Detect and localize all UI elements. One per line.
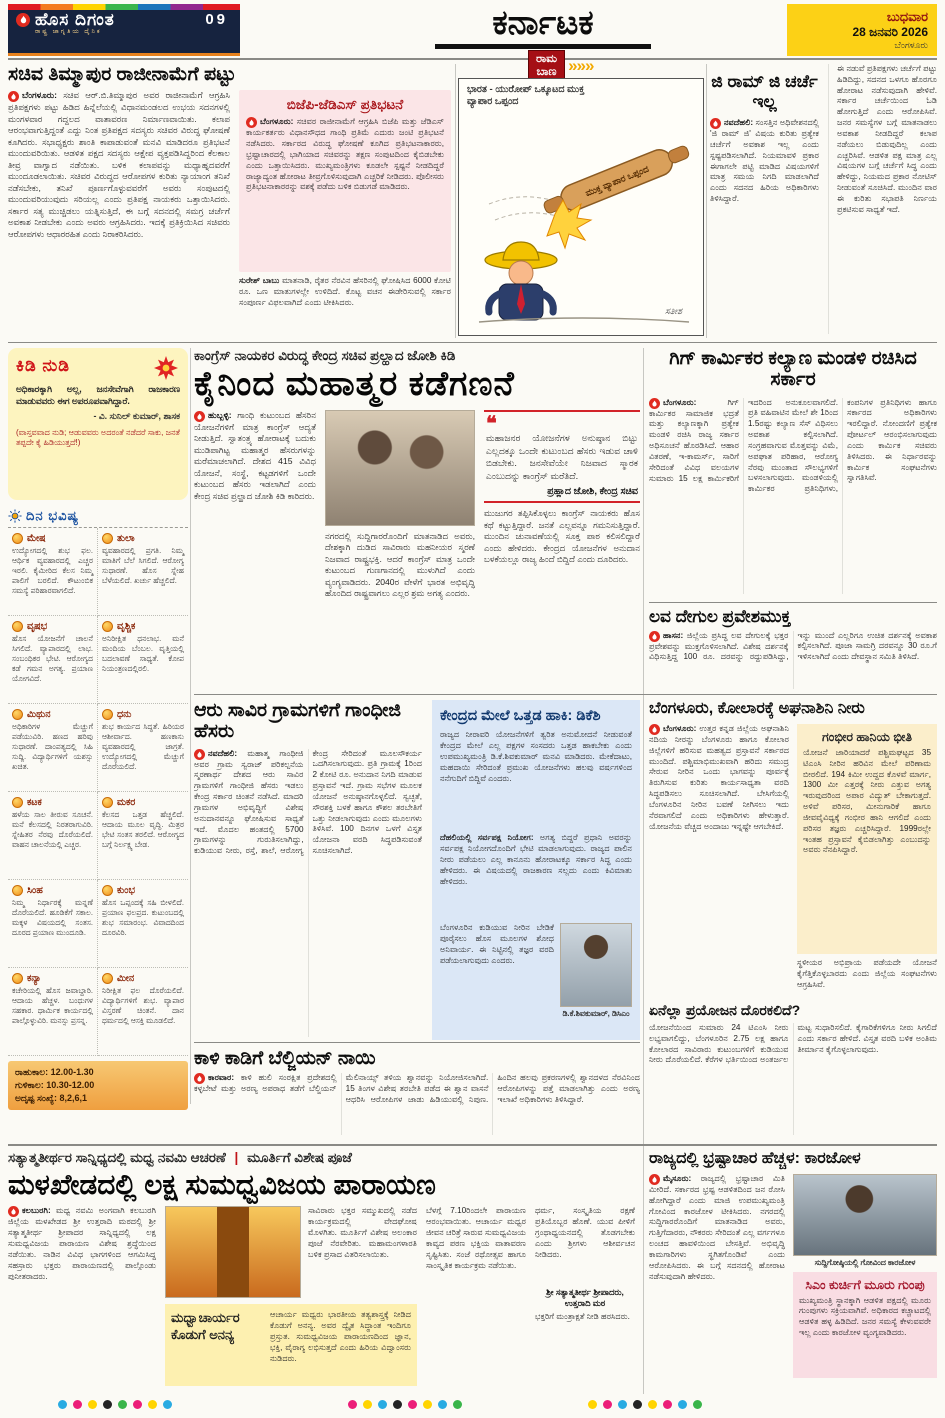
karjola-photo-caption: ಸುದ್ದಿಗೋಷ್ಠಿಯಲ್ಲಿ ಗೋವಿಂದ ಕಾರಜೋಳ [814, 1257, 916, 1267]
zodiac-text: ಕಚೇರಿಯಲ್ಲಿ ಹೊಸ ಜವಾಬ್ದಾರಿ. ಆದಾಯ ಹೆಚ್ಚಳ. ಬಂಧುಗಳ ಸಹಕಾರ. ಧಾರ್ಮಿಕ ಕಾರ್ಯದಲ್ಲಿ ಪಾಲ್ಗೊಳ್ಳುವಿರಿ. ಮನಸ್ಸು ಪ್ರಸನ್ನ. [12, 986, 93, 1026]
cm-kurchi-title: ಸಿಎಂ ಕುರ್ಚಿಗೆ ಮೂರು ಗುಂಪು [805, 1277, 925, 1292]
malakheda-dateline: ಕಲಬುರಗಿ: [22, 1206, 51, 1216]
newspaper-logo: ಹೊಸ ದಿಗಂತ [35, 10, 115, 29]
svg-text:ಮುಕ್ತ ವ್ಯಾಪಾರ ಒಪ್ಪಂದ: ಮುಕ್ತ ವ್ಯಾಪಾರ ಒಪ್ಪಂದ [583, 163, 651, 198]
gramji-body1 [710, 118, 819, 314]
joshi-quote-attribution: ಪ್ರಹ್ಲಾದ ಜೋಶಿ, ಕೇಂದ್ರ ಸಚಿವ [547, 486, 638, 498]
zodiac-name: ಮಿಥುನ [27, 709, 51, 720]
malakheda-col4 [535, 1206, 635, 1386]
vertical-rule [190, 348, 191, 1104]
joshi-kicker: ಕಾಂಗ್ರೆಸ್ ನಾಯಕರ ವಿರುದ್ಧ ಕೇಂದ್ರ ಸಚಿವ ಪ್ರಲ್ಹಾದ ಜೋಶಿ ಕಿಡಿ [194, 348, 456, 363]
logo-flame-icon [16, 13, 30, 27]
temple-photo [165, 1206, 301, 1298]
joshi-quote-box [484, 410, 640, 504]
dks-photo-caption: ಡಿ.ಕೆ.ಶಿವಕುಮಾರ್, ಡಿಸಿಎಂ [562, 1009, 630, 1019]
flame-icon [194, 749, 205, 760]
malakheda-headline: ಮಳಖೇಡದಲ್ಲಿ ಲಕ್ಷ ಸುಮಧ್ವವಿಜಯ ಪಾರಾಯಣ [8, 1169, 436, 1200]
joshi-photo [325, 410, 475, 526]
karjola-dateline: ಮೈಸೂರು: [663, 1173, 692, 1183]
malakheda-kicker [8, 1150, 638, 1166]
aghanashini-col2-tail: ಸ್ಥಳೀಯರ ಅಭಿಪ್ರಾಯ ಪಡೆಯದೇ ಯೋಜನೆ ಕೈಗೆತ್ತಿಕೊಳ್ಳಬಾರದು ಎಂದು ಜಿಲ್ಲೆಯ ಸಂಘಟನೆಗಳು ಆಗ್ರಹಿಸಿವೆ. [797, 957, 937, 989]
zodiac-name: ಮೇಷ [27, 533, 46, 544]
registration-dots-center [348, 1400, 462, 1409]
article-gramji [710, 64, 937, 338]
protest-attribution: ಸುರೇಶ್ ಬಾಬು [239, 276, 280, 286]
gramji-col1-text: ಸಂಸತ್ತಿನ ಅಧಿವೇಶನದಲ್ಲಿ 'ಜಿ ರಾಮ್ ಜಿ' ವಿಷಯ ಕುರಿತು ಪ್ರತ್ಯೇಕ ಚರ್ಚೆಗೆ ಅವಕಾಶ ಇಲ್ಲ ಎಂದು ಸ್ಪಷ್ಟಪಡಿಸಲಾಗಿದೆ. ನಿಯಮಾವಳಿ ಪ್ರಕಾರ ಈಗಾಗಲೇ ಪಟ್ಟಿ ಮಾಡಿದ ವಿಷಯಗಳಿಗೆ ಮಾತ್ರ ಸಮಯ ನಿಗದಿ ಮಾಡಲಾಗಿದೆ ಎಂದು ಸದನದ ಹಿರಿಯ ಅಧಿಕಾರಿಗಳು ತಿಳಿಸಿದ್ದಾರೆ. [710, 118, 819, 204]
zodiac-icon [12, 885, 23, 896]
prayojana-subhead: ಏನೆಲ್ಲಾ ಪ್ರಯೋಜನ ದೊರಕಲಿದೆ? [649, 1001, 801, 1018]
gramji-col1 [710, 64, 819, 338]
joshi-col1-text: ಗಾಂಧಿ ಕುಟುಂಬದ ಹೆಸರಿನ ಯೋಜನೆಗಳಿಗೆ ಮಾತ್ರ ಕಾಂಗ್ರೆಸ್ ಆದ್ಯತೆ ನೀಡುತ್ತಿದೆ. ಸ್ವಾತಂತ್ರ್ಯ ಹೋರಾಟಕ್ಕೆ ಬದುಕು ಮುಡಿಪಾಗಿಟ್ಟ ಮಹಾತ್ಮರ ಹೆಸರುಗಳನ್ನು ಮರೆಮಾಚಲಾಗಿದೆ. ದೇಶದ 415 ವಿವಿಧ ಯೋಜನೆ, ಸಂಸ್ಥೆ, ಕಟ್ಟಡಗಳಿಗೆ ಒಂದೇ ಕುಟುಂಬದ ಹೆಸರು ಇಡಲಾಗಿದೆ ಎಂದು ಕೇಂದ್ರ ಸಚಿವ ಪ್ರಲ್ಹಾದ ಜೋಶಿ ಕಿಡಿ ಕಾರಿದರು. [194, 409, 316, 501]
rama-label-line1: ರಾಮ [536, 53, 558, 65]
gandhi-body-text: ಮಹಾತ್ಮ ಗಾಂಧೀಜಿ ಅವರ ಗ್ರಾಮ ಸ್ವರಾಜ್ ಪರಿಕಲ್ಪನೆಯ ಸ್ಮರಣಾರ್ಥ ದೇಶದ ಆರು ಸಾವಿರ ಗ್ರಾಮಗಳಿಗೆ ಗಾಂಧೀಜಿ ಹೆಸರು ಇಡಲು ಕೇಂದ್ರ ಸರ್ಕಾರ ಚಿಂತನೆ ನಡೆಸಿದೆ. ಮಾದರಿ ಗ್ರಾಮಗಳ ಅಭಿವೃದ್ಧಿಗೆ ವಿಶೇಷ ಅನುದಾನವನ್ನೂ ಘೋಷಿಸುವ ಸಾಧ್ಯತೆ ಇದೆ. ಮೊದಲ ಹಂತದಲ್ಲಿ 5700 ಗ್ರಾಮಗಳನ್ನು ಗುರುತಿಸಲಾಗಿದ್ದು, ಕುಡಿಯುವ ನೀರು, ರಸ್ತೆ, ಶಾಲೆ, ಆರೋಗ್ಯ ಕೇಂದ್ರ ಸೇರಿದಂತೆ ಮೂಲಸೌಕರ್ಯ ಒದಗಿಸಲಾಗುವುದು. ಪ್ರತಿ ಗ್ರಾಮಕ್ಕೆ 1ರಿಂದ 2 ಕೋಟಿ ರೂ. ಅನುದಾನ ನಿಗದಿ ಮಾಡುವ ಪ್ರಸ್ತಾವನೆ ಇದೆ. ಗ್ರಾಮ ಸಭೆಗಳ ಮೂಲಕ ಯೋಜನೆ ಅನುಷ್ಠಾನಗೊಳ್ಳಲಿದೆ. ಸ್ವಚ್ಛತೆ, ಸೌರಶಕ್ತಿ ಬಳಕೆ ಹಾಗೂ ಕೌಶಲ ತರಬೇತಿಗೆ ಒತ್ತು ನೀಡಲಾಗುವುದು ಎಂದು ಮೂಲಗಳು ತಿಳಿಸಿವೆ. 100 ದಿನಗಳ ಒಳಗೆ ವಿಸ್ತೃತ ಯೋಜನಾ ವರದಿ ಸಿದ್ಧಪಡಿಸುವಂತೆ ಸೂಚಿಸಲಾಗಿದೆ. [194, 748, 422, 856]
zodiac-text: ಅನಿರೀಕ್ಷಿತ ಧನಲಾಭ. ಮನೆ ಮಂದಿಯ ಬೆಂಬಲ. ವೃತ್ತಿಯಲ್ಲಿ ಬದಲಾವಣೆ ಸಾಧ್ಯತೆ. ಕೋಪ ನಿಯಂತ್ರಣದಲ್ಲಿರಲಿ. [102, 634, 184, 674]
flame-icon [710, 118, 721, 129]
karjola-col1-text: ರಾಜ್ಯದಲ್ಲಿ ಭ್ರಷ್ಟಾಚಾರ ಮಿತಿ ಮೀರಿದೆ. ಸರ್ಕಾರದ ಭ್ರಷ್ಟ ಆಡಳಿತದಿಂದ ಜನ ರೋಸಿ ಹೋಗಿದ್ದಾರೆ ಎಂದು ಮಾಜಿ ಉಪಮುಖ್ಯಮಂತ್ರಿ ಗೋವಿಂದ ಕಾರಜೋಳ ಟೀಕಿಸಿದರು. ನಗರದಲ್ಲಿ ಸುದ್ದಿಗಾರರೊಂದಿಗೆ ಮಾತನಾಡಿದ ಅವರು, ಗುತ್ತಿಗೆದಾರರು, ನೌಕರರು ಸೇರಿದಂತೆ ಎಲ್ಲ ವರ್ಗಗಳೂ ಲಂಚದ ಹಾವಳಿಯಿಂದ ಬೇಸತ್ತಿವೆ. ಅಭಿವೃದ್ಧಿ ಕಾಮಗಾರಿಗಳು ಸ್ಥಗಿತಗೊಂಡಿವೆ ಎಂದು ಆರೋಪಿಸಿದರು. ಈ ಬಗ್ಗೆ ಸದನದಲ್ಲಿ ಹೋರಾಟ ನಡೆಸುವುದಾಗಿ ಹೇಳಿದರು. [649, 1173, 785, 1281]
malakheda-center [165, 1206, 417, 1386]
flame-icon [649, 398, 660, 409]
zodiac-icon [102, 709, 113, 720]
karjola-col2 [793, 1174, 937, 1384]
star-burst-icon [154, 356, 178, 380]
protest-body [246, 117, 444, 265]
zodiac-name: ಧನು [117, 709, 132, 720]
flame-icon [194, 1073, 205, 1084]
timmapur-body [8, 90, 230, 332]
zodiac-name: ಕುಂಭ [117, 885, 135, 896]
protest-dateline: ಬೆಂಗಳೂರು: [260, 117, 294, 127]
gig-body [649, 398, 937, 594]
zodiac-cell [98, 792, 188, 880]
zodiac-cell [8, 704, 98, 792]
protest-tail [239, 276, 451, 332]
registration-dots-left [58, 1400, 172, 1409]
malakheda-col1 [8, 1206, 156, 1386]
zodiac-cell [8, 792, 98, 880]
zodiac-text: ವ್ಯವಹಾರದಲ್ಲಿ ಪ್ರಗತಿ. ನಿಮ್ಮ ಮಾತಿಗೆ ಬೆಲೆ ಸಿಗಲಿದೆ. ಆರೋಗ್ಯ ಸುಧಾರಣೆ. ಹೊಸ ಸ್ನೇಹ ಬೆಳೆಯಲಿದೆ. ಖರ್ಚು ಹೆಚ್ಚಲಿದೆ. [102, 546, 184, 586]
flame-icon [8, 91, 19, 102]
flame-icon [8, 1206, 19, 1217]
section-rule [194, 1042, 640, 1043]
joshi-col1 [194, 410, 316, 682]
dks-box [432, 700, 640, 1040]
madhvacharya-box-title: ಮಧ್ವಾಚಾರ್ಯರ ಕೊಡುಗೆ ಅನನ್ಯ [171, 1310, 240, 1342]
kidi-nudi-comment: (ವಾಸ್ತವವಾದ ನುಡಿ; ಆಡುವವರು ಅದರಂತೆ ನಡೆದರೆ ಸಾಕು, ಜನತೆ ತಪ್ಪದೇ ಕೈ ಹಿಡಿಯುತ್ತದೆ!) [16, 427, 180, 448]
kali-body-text: ಕಾಳಿ ಹುಲಿ ಸಂರಕ್ಷಿತ ಪ್ರದೇಶದಲ್ಲಿ ಕಳ್ಳಬೇಟೆ ಮತ್ತು ಅರಣ್ಯ ಅಪರಾಧ ತಡೆಗೆ ಬೆಲ್ಜಿಯನ್ ಮೆಲಿನಾಯ್ಸ್ ತಳಿಯ ಶ್ವಾನವನ್ನು ನಿಯೋಜಿಸಲಾಗಿದೆ. 15 ತಿಂಗಳ ವಿಶೇಷ ತರಬೇತಿ ಪಡೆದ ಈ ಶ್ವಾನ ವಾಸನೆ ಆಧರಿಸಿ ಆರೋಪಿಗಳ ಜಾಡು ಹಿಡಿಯುವಲ್ಲಿ ನಿಪುಣ. ಹಿಂದಿನ ಹಲವು ಪ್ರಕರಣಗಳಲ್ಲಿ ಶ್ವಾನದಳದ ನೆರವಿನಿಂದ ಆರೋಪಿಗಳನ್ನು ಪತ್ತೆ ಮಾಡಲಾಗಿತ್ತು ಎಂದು ಅರಣ್ಯ ಇಲಾಖೆ ಅಧಿಕಾರಿಗಳು ತಿಳಿಸಿದ್ದಾರೆ. [194, 1073, 640, 1104]
kali-headline: ಕಾಳಿ ಕಾಡಿಗೆ ಬೆಲ್ಜಿಯನ್ ನಾಯಿ [194, 1048, 376, 1069]
vertical-rule [706, 64, 707, 338]
kicker-separator: | [234, 1150, 239, 1165]
lava-body [649, 631, 937, 689]
joshi-col3 [484, 410, 640, 682]
vertical-rule [455, 64, 456, 338]
madhvacharya-box [165, 1304, 417, 1386]
gig-headline: ಗಿಗ್ ಕಾರ್ಮಿಕರ ಕಲ್ಯಾಣ ಮಂಡಳಿ ರಚಿಸಿದ ಸರ್ಕಾರ [669, 348, 917, 391]
gandhi-headline: ಆರು ಸಾವಿರ ಗ್ರಾಮಗಳಿಗೆ ಗಾಂಧೀಜಿ ಹೆಸರು [194, 700, 402, 743]
protest-box [239, 90, 451, 272]
horoscope-grid [8, 528, 188, 1056]
zodiac-text: ಅಧಿಕಾರಿಗಳ ಮೆಚ್ಚುಗೆ ಪಡೆಯುವಿರಿ. ಹಣದ ಹರಿವು ಸುಧಾರಣೆ. ದಾಂಪತ್ಯದಲ್ಲಿ ಸಿಹಿ ಸುದ್ದಿ. ವಿದ್ಯಾರ್ಥಿಗಳಿಗೆ ಯಶಸ್ಸು ಖಚಿತ. [12, 722, 93, 772]
joshi-quote-text: ಮಹಾಜನರ ಯೋಜನೆಗಳ ಅನುಷ್ಠಾನ ಬಿಟ್ಟು ಎಲ್ಲದಕ್ಕೂ ಒಂದೇ ಕುಟುಂಬದ ಹೆಸರು ಇಡುವ ಚಾಳಿ ಬಿಡಬೇಕು. ಜನಸೇವೆಯೇ ನಿಜವಾದ ಸ್ಮಾರಕ ಎಂಬುದನ್ನು ಕಾಂಗ್ರೆಸ್ ಮರೆತಿದೆ. [486, 432, 638, 482]
malakheda-col3: ಬೆಳಗ್ಗೆ 7.10ರಿಂದಲೇ ಪಾರಾಯಣ ಆರಂಭವಾಯಿತು. ಆಚಾರ್ಯ ಮಧ್ವರ ಜೀವನ ಚರಿತ್ರೆ ಸಾರುವ ಸುಮಧ್ವವಿಜಯ ಕಾವ್ಯದ ಪಠಣ ಭಕ್ತಿಯ ವಾತಾವರಣ ಸೃಷ್ಟಿಸಿತು. ಸಂಜೆ ರಥೋತ್ಸವ ಹಾಗೂ ಸಾಂಸ್ಕೃತಿಕ ಕಾರ್ಯಕ್ರಮ ನಡೆಯಿತು. [426, 1206, 526, 1270]
flame-icon [246, 117, 257, 128]
article-joshi [194, 348, 640, 692]
zodiac-cell [8, 616, 98, 704]
hani-bheeti-title: ಗಂಭೀರ ಹಾನಿಯ ಭೀತಿ [822, 729, 912, 744]
protest-body-text: ಸಚಿವರ ರಾಜೀನಾಮೆಗೆ ಆಗ್ರಹಿಸಿ ಬಿಜೆಪಿ ಮತ್ತು ಜೆಡಿಎಸ್ ಕಾರ್ಯಕರ್ತರು ವಿಧಾನಸೌಧದ ಗಾಂಧಿ ಪ್ರತಿಮೆ ಎದುರು ಜಂಟಿ ಪ್ರತಿಭಟನೆ ನಡೆಸಿದರು. ಸರ್ಕಾರದ ವಿರುದ್ಧ ಘೋಷಣೆ ಕೂಗಿದ ಪ್ರತಿಭಟನಾಕಾರರು, ಭ್ರಷ್ಟಾಚಾರದಲ್ಲಿ ಭಾಗಿಯಾದ ಸಚಿವರನ್ನು ತಕ್ಷಣ ಸಂಪುಟದಿಂದ ಕೈಬಿಡಬೇಕು ಎಂದು ಒತ್ತಾಯಿಸಿದರು. ಮುಖ್ಯಮಂತ್ರಿಗಳು ಕೂಡಲೇ ಸ್ಪಷ್ಟನೆ ನೀಡದಿದ್ದರೆ ರಾಜ್ಯಾದ್ಯಂತ ಹೋರಾಟ ತೀವ್ರಗೊಳಿಸುವುದಾಗಿ ಎಚ್ಚರಿಕೆ ನೀಡಿದರು. ಪೊಲೀಸರು ಪ್ರತಿಭಟನಾಕಾರರನ್ನು ವಶಕ್ಕೆ ಪಡೆದು ಬಳಿಕ ಬಿಡುಗಡೆ ಮಾಡಿದರು. [246, 117, 444, 192]
gramji-col2-text: ಈ ನಡುವೆ ಪ್ರತಿಪಕ್ಷಗಳು ಚರ್ಚೆಗೆ ಪಟ್ಟು ಹಿಡಿದಿದ್ದು, ಸದನದ ಒಳಗೂ ಹೊರಗೂ ಹೋರಾಟ ನಡೆಸುವುದಾಗಿ ಹೇಳಿವೆ. ಸರ್ಕಾರ ಚರ್ಚೆಯಿಂದ ಓಡಿ ಹೋಗುತ್ತಿದೆ ಎಂದು ಆರೋಪಿಸಿವೆ. ಜನರ ಸಮಸ್ಯೆಗಳ ಬಗ್ಗೆ ಮಾತನಾಡಲು ಅವಕಾಶ ನೀಡದಿದ್ದರೆ ಕಲಾಪ ನಡೆಯಲು ಬಿಡುವುದಿಲ್ಲ ಎಂದು ಎಚ್ಚರಿಸಿವೆ. ಆಡಳಿತ ಪಕ್ಷ ಮಾತ್ರ ಎಲ್ಲ ವಿಷಯಗಳ ಬಗ್ಗೆ ಚರ್ಚೆಗೆ ಸಿದ್ಧ ಎಂದು ಹೇಳಿದ್ದು, ನಿಯಮದ ಪ್ರಕಾರ ನೋಟಿಸ್ ನೀಡುವಂತೆ ಸೂಚಿಸಿದೆ. ಮುಂದಿನ ವಾರ ಈ ಕುರಿತು ಸಭಾಪತಿ ನಿರ್ಣಯ ಪ್ರಕಟಿಸುವ ಸಾಧ್ಯತೆ ಇದೆ. [837, 64, 937, 214]
seer-attribution: ಶ್ರೀ ಸತ್ಯಾತ್ಮತೀರ್ಥ ಶ್ರೀಪಾದರು, ಉತ್ತರಾದಿ ಮಠ [546, 1287, 624, 1309]
malakheda-side-text: ಸಾವಿರಾರು ಭಕ್ತರ ಸಮ್ಮುಖದಲ್ಲಿ ನಡೆದ ಕಾರ್ಯಕ್ರಮದಲ್ಲಿ ವೇದಘೋಷ ಮೊಳಗಿತು. ಮೂರ್ತಿಗೆ ವಿಶೇಷ ಅಲಂಕಾರ ಪೂಜೆ ನೆರವೇರಿತು. ಮಹಾಮಂಗಳಾರತಿ ಬಳಿಕ ಪ್ರಸಾದ ವಿತರಿಸಲಾಯಿತು. [308, 1206, 417, 1259]
gramji-dateline: ನವದೆಹಲಿ: [724, 118, 754, 128]
zodiac-icon [102, 797, 113, 808]
flame-icon [649, 724, 660, 735]
dks-heading: ಕೇಂದ್ರದ ಮೇಲೆ ಒತ್ತಡ ಹಾಕಿ: ಡಿಕೆಶಿ [440, 708, 601, 724]
zodiac-name: ಸಿಂಹ [27, 885, 43, 896]
hani-bheeti-box [797, 724, 937, 954]
gandhi-dateline: ನವದೆಹಲಿ: [208, 748, 238, 758]
zodiac-cell [98, 704, 188, 792]
kidi-nudi-author: - ವಿ. ಸುನಿಲ್ ಕುಮಾರ್, ಶಾಸಕ [93, 410, 180, 421]
editorial-cartoon [458, 78, 704, 336]
gandhi-left [194, 700, 422, 1040]
zodiac-cell [98, 880, 188, 968]
page-number: 09 [205, 11, 228, 28]
kali-body [194, 1073, 640, 1135]
cartoon-drawing [459, 108, 703, 330]
gramji-body2 [828, 64, 937, 334]
date-box [787, 4, 937, 56]
dks-photo [560, 923, 632, 1007]
gandhi-body [194, 749, 422, 1037]
zodiac-cell [8, 968, 98, 1056]
flame-icon [649, 1174, 660, 1185]
rama-bana-label [528, 50, 565, 81]
zodiac-icon [12, 621, 23, 632]
gig-body-text: ಗಿಗ್ ಕಾರ್ಮಿಕರ ಸಾಮಾಜಿಕ ಭದ್ರತೆ ಮತ್ತು ಕಲ್ಯಾಣಕ್ಕಾಗಿ ಪ್ರತ್ಯೇಕ ಮಂಡಳಿ ರಚಿಸಿ ರಾಜ್ಯ ಸರ್ಕಾರ ಅಧಿಸೂಚನೆ ಹೊರಡಿಸಿದೆ. ಆಹಾರ ವಿತರಣೆ, ಇ-ಕಾಮರ್ಸ್, ಸಾರಿಗೆ ಸೇರಿದಂತೆ ವಿವಿಧ ವಲಯಗಳ ಸುಮಾರು 15 ಲಕ್ಷ ಕಾರ್ಮಿಕರಿಗೆ ಇದರಿಂದ ಅನುಕೂಲವಾಗಲಿದೆ. ಪ್ರತಿ ವಹಿವಾಟಿನ ಮೇಲೆ ಶೇ 1ರಿಂದ 1.5ರಷ್ಟು ಕಲ್ಯಾಣ ಸೆಸ್ ವಿಧಿಸಲು ಅವಕಾಶ ಕಲ್ಪಿಸಲಾಗಿದೆ. ಸಂಗ್ರಹವಾಗುವ ಮೊತ್ತವನ್ನು ವಿಮೆ, ಅಪಘಾತ ಪರಿಹಾರ, ಆರೋಗ್ಯ ನೆರವು ಮುಂತಾದ ಸೌಲಭ್ಯಗಳಿಗೆ ಬಳಸಲಾಗುವುದು. ಮಂಡಳಿಯಲ್ಲಿ ಕಾರ್ಮಿಕರ ಪ್ರತಿನಿಧಿಗಳು, ಕಂಪನಿಗಳ ಪ್ರತಿನಿಧಿಗಳು ಹಾಗೂ ಸರ್ಕಾರದ ಅಧಿಕಾರಿಗಳು ಇರಲಿದ್ದಾರೆ. ನೋಂದಣಿಗೆ ಪ್ರತ್ಯೇಕ ಪೋರ್ಟಲ್ ಆರಂಭಿಸಲಾಗುವುದು ಎಂದು ಕಾರ್ಮಿಕ ಸಚಿವರು ತಿಳಿಸಿದರು. ಈ ನಿರ್ಧಾರವನ್ನು ಕಾರ್ಮಿಕ ಸಂಘಟನೆಗಳು ಸ್ವಾಗತಿಸಿವೆ. [649, 397, 937, 494]
joshi-dateline: ಹುಬ್ಬಳ್ಳಿ: [208, 409, 232, 420]
lucky-numbers: ಅದೃಷ್ಟ ಸಂಖ್ಯೆ: 8,2,6,1 [15, 1093, 88, 1104]
zodiac-name: ಮೀನ [117, 973, 135, 984]
kidi-nudi-title: ಕಿಡಿ ನುಡಿ [16, 356, 70, 375]
article-kali [194, 1048, 640, 1140]
kicker-part2: ಮೂರ್ತಿಗೆ ವಿಶೇಷ ಪೂಜೆ [247, 1150, 352, 1165]
zodiac-name: ಮಕರ [117, 797, 136, 808]
article-karjola [649, 1150, 937, 1394]
protest-tail-text: ಮಾತನಾಡಿ, ರೈತರ ನೆರವಿನ ಹೆಸರಿನಲ್ಲಿ ಘೋಷಿಸಿದ 6000 ಕೋಟಿ ರೂ. ಒಣ ಮಾತುಗಳಲ್ಲೇ ಉಳಿದಿದೆ. ಕೊಟ್ಟ ವಚನ ಈಡೇರಿಸುವಲ್ಲಿ ಸರ್ಕಾರ ಸಂಪೂರ್ಣ ವಿಫಲವಾಗಿದೆ ಎಂದು ಟೀಕಿಸಿದರು. [239, 276, 451, 307]
timmapur-body-text: ಸಚಿವ ಆರ್.ಬಿ.ತಿಮ್ಮಾಪುರ ಅವರ ರಾಜೀನಾಮೆಗೆ ಆಗ್ರಹಿಸಿ ಪ್ರತಿಪಕ್ಷಗಳು ಪಟ್ಟು ಹಿಡಿದ ಹಿನ್ನೆಲೆಯಲ್ಲಿ ವಿಧಾನಮಂಡಲದ ಉಭಯ ಸದನಗಳಲ್ಲಿ ಮಂಗಳವಾರ ಗದ್ದಲದ ವಾತಾವರಣ ನಿರ್ಮಾಣವಾಯಿತು. ಕಲಾಪ ಆರಂಭವಾಗುತ್ತಿದ್ದಂತೆ ಎದ್ದು ನಿಂತ ಪ್ರತಿಪಕ್ಷದ ಸದಸ್ಯರು ಸಚಿವರ ವಿರುದ್ಧ ಘೋಷಣೆ ಕೂಗಿದರು. ಸಭಾಧ್ಯಕ್ಷರು ಶಾಂತಿ ಕಾಪಾಡುವಂತೆ ಮನವಿ ಮಾಡಿದರೂ ಪ್ರತಿಭಟನೆ ಮುಂದುವರಿಯಿತು. ಆಡಳಿತ ಪಕ್ಷದ ಸದಸ್ಯರು ಆಕ್ಷೇಪ ವ್ಯಕ್ತಪಡಿಸಿದ್ದರಿಂದ ಕೆಲಕಾಲ ತೀವ್ರ ವಾಗ್ವಾದ ನಡೆಯಿತು. ಬಳಿಕ ಕಲಾಪವನ್ನು ಮಧ್ಯಾಹ್ನದವರೆಗೆ ಮುಂದೂಡಲಾಯಿತು. ಸಚಿವರ ವಿರುದ್ಧದ ಆರೋಪಗಳ ಕುರಿತು ನ್ಯಾಯಾಂಗ ತನಿಖೆ ನಡೆಸಬೇಕು, ತನಿಖೆ ಪೂರ್ಣಗೊಳ್ಳುವವರೆಗೆ ಅವರು ಸಂಪುಟದಲ್ಲಿ ಮುಂದುವರಿಯುವುದು ಸರಿಯಲ್ಲ ಎಂದು ಪ್ರತಿಪಕ್ಷ ನಾಯಕರು ಒತ್ತಾಯಿಸಿದರು. ಸರ್ಕಾರ ಸತ್ಯ ಮುಚ್ಚಿಡಲು ಯತ್ನಿಸುತ್ತಿದೆ, ಈ ಬಗ್ಗೆ ಸದನದಲ್ಲಿ ಸಮಗ್ರ ಚರ್ಚೆಗೆ ಅವಕಾಶ ನೀಡಬೇಕು ಎಂದು ಅವರು ಆಗ್ರಹಿಸಿದರು. ಇದಕ್ಕೆ ಪ್ರತಿಕ್ರಿಯಿಸಿದ ಸಚಿವರು ಆರೋಪಗಳು ಆಧಾರರಹಿತ ಎಂದು ನಿರಾಕರಿಸಿದರು. [8, 90, 230, 239]
section-rule [649, 602, 937, 603]
rahu-kala: ರಾಹುಕಾಲ: 12.00-1.30 [15, 1067, 94, 1077]
rama-label-line2: ಬಾಣ [536, 65, 557, 78]
cm-kurchi-box [793, 1272, 937, 1378]
chevrons-icon: »»» [568, 55, 594, 75]
weekday-label: ಬುಧವಾರ [886, 9, 928, 24]
zodiac-text: ಶುಭ ಕಾರ್ಯದ ಸಿದ್ಧತೆ. ಹಿರಿಯರ ಆಶೀರ್ವಾದ. ಹಣಕಾಸು ವ್ಯವಹಾರದಲ್ಲಿ ಜಾಗ್ರತೆ. ಉದ್ಯೋಗದಲ್ಲಿ ಮೆಚ್ಚುಗೆ ದೊರೆಯಲಿದೆ. [102, 722, 184, 772]
malakheda-col4b: ಭಕ್ತರಿಗೆ ಮಂತ್ರಾಕ್ಷತೆ ನೀಡಿ ಹರಸಿದರು. [535, 1312, 630, 1322]
zodiac-icon [102, 885, 113, 896]
aghanashini-col1-text: ಉತ್ತರ ಕನ್ನಡ ಜಿಲ್ಲೆಯ ಅಘನಾಶಿನಿ ನದಿಯ ನೀರನ್ನು ಬೆಂಗಳೂರು ಹಾಗೂ ಕೋಲಾರ ಜಿಲ್ಲೆಗಳಿಗೆ ಹರಿಸುವ ಮಹತ್ವದ ಪ್ರಸ್ತಾವನೆ ಸರ್ಕಾರದ ಮುಂದಿದೆ. ಪಶ್ಚಿಮಾಭಿಮುಖವಾಗಿ ಹರಿದು ಸಮುದ್ರ ಸೇರುವ ನೀರಿನ ಒಂದು ಭಾಗವನ್ನು ಪೂರ್ವಕ್ಕೆ ತಿರುಗಿಸುವ ಕುರಿತು ಕಾರ್ಯಸಾಧ್ಯತಾ ವರದಿ ಸಿದ್ಧಪಡಿಸಲು ಸೂಚಿಸಲಾಗಿದೆ. ಬೇಸಿಗೆಯಲ್ಲಿ ಬೆಂಗಳೂರಿನ ನೀರಿನ ಬವಣೆ ನೀಗಿಸಲು ಇದು ನೆರವಾಗಲಿದೆ ಎಂದು ಅಧಿಕಾರಿಗಳು ಹೇಳುತ್ತಾರೆ. ಯೋಜನೆಯ ವೆಚ್ಚದ ಅಂದಾಜು ಇನ್ನಷ್ಟೇ ಆಗಬೇಕಿದೆ. [649, 723, 789, 831]
aghanashini-body2: ಯೋಜನೆಯಿಂದ ಸುಮಾರು 24 ಟಿಎಂಸಿ ನೀರು ಲಭ್ಯವಾಗಲಿದ್ದು, ಬೆಂಗಳೂರಿನ 2.75 ಲಕ್ಷ ಹಾಗೂ ಕೋಲಾರದ ಸಾವಿರಾರು ಕುಟುಂಬಗಳಿಗೆ ಕುಡಿಯುವ ನೀರು ದೊರೆಯಲಿದೆ. ಕೆರೆಗಳ ಭರ್ತಿಯಿಂದ ಅಂತರ್ಜಲ ಮಟ್ಟ ಸುಧಾರಿಸಲಿದೆ. ಕೈಗಾರಿಕೆಗಳಿಗೂ ನೀರು ಸಿಗಲಿದೆ ಎಂದು ಸರ್ಕಾರ ಹೇಳಿದೆ. ವಿಸ್ತೃತ ವರದಿ ಬಳಿಕ ಅಂತಿಮ ತೀರ್ಮಾನ ಕೈಗೊಳ್ಳಲಾಗುವುದು. [649, 1022, 937, 1065]
section-title-block [408, 6, 678, 49]
aghanashini-headline: ಬೆಂಗಳೂರು, ಕೋಲಾರಕ್ಕೆ ಅಘನಾಶಿನಿ ನೀರು [649, 700, 865, 717]
zodiac-icon [12, 973, 23, 984]
zodiac-cell [98, 616, 188, 704]
kidi-nudi-box [8, 348, 188, 500]
date-label: 28 ಜನವರಿ 2026 [852, 24, 928, 39]
zodiac-cell [98, 968, 188, 1056]
zodiac-name: ಕನ್ಯಾ [27, 973, 42, 984]
aghanashini-col1 [649, 724, 789, 992]
article-gig [649, 348, 937, 598]
article-timmapur [8, 64, 452, 338]
madhvacharya-box-body: ಆಚಾರ್ಯ ಮಧ್ವರು ಭಾರತೀಯ ತತ್ವಶಾಸ್ತ್ರಕ್ಕೆ ನೀಡಿದ ಕೊಡುಗೆ ಅನನ್ಯ. ಅವರ ದ್ವೈತ ಸಿದ್ಧಾಂತ ಇಂದಿಗೂ ಪ್ರಸ್ತುತ. ಸುಮಧ್ವವಿಜಯ ಪಾರಾಯಣದಿಂದ ಜ್ಞಾನ, ಭಕ್ತಿ, ವೈರಾಗ್ಯ ಲಭಿಸುತ್ತದೆ ಎಂದು ಹಿರಿಯ ವಿದ್ವಾಂಸರು ನುಡಿದರು. [270, 1310, 411, 1363]
cartoon-label [528, 50, 593, 81]
dks-body1: ರಾಜ್ಯದ ನೀರಾವರಿ ಯೋಜನೆಗಳಿಗೆ ತ್ವರಿತ ಅನುಮೋದನೆ ನೀಡುವಂತೆ ಕೇಂದ್ರದ ಮೇಲೆ ಎಲ್ಲ ಪಕ್ಷಗಳ ಸಂಸದರು ಒತ್ತಡ ಹಾಕಬೇಕು ಎಂದು ಉಪಮುಖ್ಯಮಂತ್ರಿ ಡಿ.ಕೆ.ಶಿವಕುಮಾರ್ ಮನವಿ ಮಾಡಿದರು. ಮೇಕೆದಾಟು, ಮಹದಾಯಿ ಸೇರಿದಂತೆ ಪ್ರಮುಖ ಯೋಜನೆಗಳು ಹಲವು ವರ್ಷಗಳಿಂದ ನನೆಗುದಿಗೆ ಬಿದ್ದಿವೆ ಎಂದರು. [440, 730, 632, 783]
horoscope-title: ದಿನ ಭವಿಷ್ಯ [26, 508, 80, 523]
timmapur-right-column [239, 90, 451, 332]
zodiac-name: ತುಲಾ [117, 533, 135, 544]
zodiac-text: ಉದ್ಯೋಗದಲ್ಲಿ ಶುಭ ಫಲ. ಆರ್ಥಿಕ ವ್ಯವಹಾರದಲ್ಲಿ ಎಚ್ಚರ ಇರಲಿ. ಕೈಮೀರಿದ ಕೆಲಸ ನಿಮ್ಮ ಪಾಲಿಗೆ ಬರಲಿದೆ. ಕೌಟುಂಬಿಕ ಸಮಸ್ಯೆ ಪರಿಹಾರವಾಗಲಿದೆ. [12, 546, 93, 596]
section-rule [8, 1144, 937, 1146]
zodiac-cell [8, 880, 98, 968]
joshi-headline: ಕೈನಿಂದ ಮಹಾತ್ಮರ ಕಡೆಗಣನೆ [194, 365, 515, 403]
article-malakheda [8, 1150, 638, 1394]
zodiac-text: ಹೊಸ ಯೋಜನೆಗೆ ಚಾಲನೆ ಸಿಗಲಿದೆ. ವ್ಯಾಪಾರದಲ್ಲಿ ಲಾಭ. ಸಂಬಂಧಿಕರ ಭೇಟಿ. ಆರೋಗ್ಯದ ಕಡೆ ಗಮನ ಅಗತ್ಯ. ಪ್ರಯಾಣ ಯೋಗವಿದೆ. [12, 634, 93, 684]
rahu-kala-box [8, 1061, 188, 1110]
zodiac-text: ನಿರೀಕ್ಷಿತ ಫಲ ದೊರೆಯಲಿದೆ. ವಿದ್ಯಾರ್ಥಿಗಳಿಗೆ ಶುಭ. ವ್ಯಾಪಾರ ವಿಸ್ತರಣೆ ಚಿಂತನೆ. ದಾನ ಧರ್ಮದಲ್ಲಿ ಆಸಕ್ತಿ ಮೂಡಲಿದೆ. [102, 986, 184, 1026]
vertical-rule [643, 348, 644, 1394]
zodiac-name: ವೃಷಭ [27, 621, 48, 632]
zodiac-cell [98, 528, 188, 616]
zodiac-icon [102, 621, 113, 632]
zodiac-icon [12, 533, 23, 544]
flame-icon [649, 631, 660, 642]
dks-subhead: ದೆಹಲಿಯಲ್ಲಿ ಸರ್ವಪಕ್ಷ ನಿಯೋಗ: [440, 833, 534, 843]
protest-headline: ಬಿಜೆಪಿ-ಜೆಡಿಎಸ್ ಪ್ರತಿಭಟನೆ [286, 97, 404, 113]
city-label: ಬೆಂಗಳೂರು [894, 40, 928, 51]
malakheda-col4a: ಧರ್ಮ, ಸಂಸ್ಕೃತಿಯ ರಕ್ಷಣೆ ಪ್ರತಿಯೊಬ್ಬರ ಹೊಣೆ. ಯುವ ಪೀಳಿಗೆ ಗ್ರಂಥಾಧ್ಯಯನದಲ್ಲಿ ತೊಡಗಬೇಕು ಎಂದು ಶ್ರೀಗಳು ಆಶೀರ್ವಚನ ನೀಡಿದರು. [535, 1206, 635, 1259]
article-gandhi [194, 700, 640, 1040]
joshi-col3-text: ಮುಜುಗರ ತಪ್ಪಿಸಿಕೊಳ್ಳಲು ಕಾಂಗ್ರೆಸ್ ನಾಯಕರು ಹೊಸ ಕಥೆ ಕಟ್ಟುತ್ತಿದ್ದಾರೆ. ಜನತೆ ಎಲ್ಲವನ್ನೂ ಗಮನಿಸುತ್ತಿದ್ದಾರೆ. ಮುಂದಿನ ಚುನಾವಣೆಯಲ್ಲಿ ಸೂಕ್ತ ಪಾಠ ಕಲಿಸಲಿದ್ದಾರೆ ಎಂದು ಹೇಳಿದರು. ಕೇಂದ್ರದ ಯೋಜನೆಗಳ ಅನುದಾನ ಬಳಕೆಯಲ್ಲೂ ರಾಜ್ಯ ಹಿಂದೆ ಬಿದ್ದಿದೆ ಎಂದು ದೂರಿದರು. [484, 508, 640, 565]
zodiac-text: ನಿಮ್ಮ ನಿರ್ಧಾರಕ್ಕೆ ಮನ್ನಣೆ ದೊರೆಯಲಿದೆ. ಹೂಡಿಕೆಗೆ ಸಕಾಲ. ಮಕ್ಕಳ ವಿಷಯದಲ್ಲಿ ಸಂತಸ. ದೂರದ ಪ್ರಯಾಣ ಮುಂದೂಡಿ. [12, 898, 93, 938]
section-rule [194, 694, 937, 695]
cm-kurchi-body: ಮುಖ್ಯಮಂತ್ರಿ ಸ್ಥಾನಕ್ಕಾಗಿ ಆಡಳಿತ ಪಕ್ಷದಲ್ಲಿ ಮೂರು ಗುಂಪುಗಳು ಸಕ್ರಿಯವಾಗಿವೆ. ಅಧಿಕಾರದ ಕಚ್ಚಾಟದಲ್ಲಿ ಆಡಳಿತ ಹಳ್ಳ ಹಿಡಿದಿದೆ. ಜನರ ಸಮಸ್ಯೆ ಕೇಳುವವರೇ ಇಲ್ಲ ಎಂದು ಕಾರಜೋಳ ವ್ಯಂಗ್ಯವಾಡಿದರು. [799, 1295, 931, 1338]
hani-bheeti-body: ಯೋಜನೆ ಜಾರಿಯಾದರೆ ಪಶ್ಚಿಮಘಟ್ಟದ 35 ಟಿಎಂಸಿ ನೀರಿನ ಹರಿವಿನ ಮೇಲೆ ಪರಿಣಾಮ ಬೀರಲಿದೆ. 194 ಕಿಮೀ ಉದ್ದದ ಕೊಳವೆ ಮಾರ್ಗ, 1300 ಮೀ ಎತ್ತರಕ್ಕೆ ನೀರು ಎತ್ತುವ ಅಗತ್ಯ ಇರುವುದರಿಂದ ಅಪಾರ ವಿದ್ಯುತ್ ಬೇಕಾಗುತ್ತದೆ. ಅಳಿವೆ ಪರಿಸರ, ಮೀನುಗಾರಿಕೆ ಹಾಗೂ ಜೀವವೈವಿಧ್ಯಕ್ಕೆ ಗಂಭೀರ ಹಾನಿ ಆಗಲಿದೆ ಎಂದು ಪರಿಸರ ತಜ್ಞರು ಎಚ್ಚರಿಸಿದ್ದಾರೆ. 1999ರಲ್ಲೇ ಇಂತಹ ಪ್ರಸ್ತಾವನೆ ಕೈಬಿಡಲಾಗಿತ್ತು ಎಂಬುದನ್ನು ಅವರು ನೆನಪಿಸಿದ್ದಾರೆ. [803, 747, 931, 855]
horoscope-section [8, 508, 188, 1110]
zodiac-icon [102, 533, 113, 544]
zodiac-cell [8, 528, 98, 616]
lava-body-text: ಜಿಲ್ಲೆಯ ಪ್ರಸಿದ್ಧ ಲವ ದೇಗುಲಕ್ಕೆ ಭಕ್ತರ ಪ್ರವೇಶವನ್ನು ಮುಕ್ತಗೊಳಿಸಲಾಗಿದೆ. ವಿಶೇಷ ದರ್ಶನಕ್ಕೆ ವಿಧಿಸುತ್ತಿದ್ದ 100 ರೂ. ದರವನ್ನು ರದ್ದುಪಡಿಸಿದ್ದು, ಇನ್ನು ಮುಂದೆ ಎಲ್ಲರಿಗೂ ಉಚಿತ ದರ್ಶನಕ್ಕೆ ಅವಕಾಶ ಕಲ್ಪಿಸಲಾಗಿದೆ. ಪೂಜಾ ಸಾಮಗ್ರಿ ದರವನ್ನೂ 30 ರೂ.ಗೆ ಇಳಿಸಲಾಗಿದೆ ಎಂದು ದೇವಸ್ಥಾನ ಸಮಿತಿ ತಿಳಿಸಿದೆ. [649, 630, 937, 662]
malakheda-col1-text: ಮಧ್ವ ನವಮಿ ಅಂಗವಾಗಿ ಕಲಬುರಗಿ ಜಿಲ್ಲೆಯ ಮಳಖೇಡದ ಶ್ರೀ ಉತ್ತರಾದಿ ಮಠದಲ್ಲಿ ಶ್ರೀ ಸತ್ಯಾತ್ಮತೀರ್ಥ ಶ್ರೀಪಾದರ ಸಾನ್ನಿಧ್ಯದಲ್ಲಿ ಲಕ್ಷ ಸುಮಧ್ವವಿಜಯ ಪಾರಾಯಣ ವಿಶೇಷ ಶ್ರದ್ಧೆಯಿಂದ ನಡೆಯಿತು. ನಾಡಿನ ವಿವಿಧ ಭಾಗಗಳಿಂದ ಆಗಮಿಸಿದ್ದ ಸಹಸ್ರಾರು ಭಕ್ತರು ಪಾರಾಯಣದಲ್ಲಿ ಪಾಲ್ಗೊಂಡು ಪುನೀತರಾದರು. [8, 1206, 156, 1281]
cartoon-caption: ಭಾರತ - ಯುರೋಪ್ ಒಕ್ಕೂಟದ ಮುಕ್ತ ವ್ಯಾಪಾರ ಒಪ್ಪಂದ [467, 84, 585, 107]
zodiac-name: ವೃಶ್ಚಿಕ [117, 621, 136, 632]
section-rule [8, 342, 937, 343]
registration-dots-right [588, 1400, 702, 1409]
zodiac-icon [12, 797, 23, 808]
zodiac-icon [102, 973, 113, 984]
zodiac-name: ಕಟಕ [27, 797, 42, 808]
aghanashini-dateline: ಬೆಂಗಳೂರು: [663, 723, 697, 733]
lava-dateline: ಹಾಸನ: [663, 630, 684, 640]
karjola-headline: ರಾಜ್ಯದಲ್ಲಿ ಭ್ರಷ್ಟಾಚಾರ ಹೆಚ್ಚಳ: ಕಾರಜೋಳ [649, 1150, 861, 1167]
section-underline [435, 44, 651, 49]
article-lava [649, 607, 937, 691]
kidi-nudi-quote: ಅಧಿಕಾರಕ್ಕಾಗಿ ಅಲ್ಲ, ಜನಸೇವೆಗಾಗಿ ರಾಜಕಾರಣ ಮಾಡುವವರು ಈಗ ಅಪರೂಪವಾಗಿದ್ದಾರೆ. [16, 384, 180, 407]
quote-mark-icon: ❝ [486, 410, 497, 435]
aghanashini-col2 [797, 724, 937, 994]
gramji-headline: ಜಿ ರಾಮ್ ಜಿ ಚರ್ಚೆ ಇಲ್ಲ [711, 72, 818, 111]
zodiac-text: ಹಳೆಯ ಸಾಲ ತೀರುವ ಸೂಚನೆ. ಮನೆ ಕೆಲಸದಲ್ಲಿ ನಿರತರಾಗುವಿರಿ. ಸ್ನೇಹಿತರ ನೆರವು ದೊರೆಯಲಿದೆ. ವಾಹನ ಚಾಲನೆಯಲ್ಲಿ ಎಚ್ಚರ. [12, 810, 93, 850]
newspaper-tagline: ರಾಷ್ಟ್ರ ಜಾಗೃತಿಯ ದೈನಿಕ [35, 29, 102, 35]
dks-photo-wrap [560, 923, 632, 1031]
masthead-logo-block [8, 4, 240, 56]
svg-text:ಸತೀಶ: ಸತೀಶ [665, 305, 683, 316]
section-title: ಕರ್ನಾಟಕ [492, 4, 594, 42]
gulika-kala: ಗುಳಿಕಾಲ: 10.30-12.00 [15, 1080, 95, 1091]
flame-icon [194, 411, 205, 422]
dks-body2-text: ಅಗತ್ಯ ಬಿದ್ದರೆ ಪ್ರಧಾನಿ ಅವರನ್ನು ಸರ್ವಪಕ್ಷ ನಿಯೋಗದೊಂದಿಗೆ ಭೇಟಿ ಮಾಡಲಾಗುವುದು. ರಾಜ್ಯದ ಪಾಲಿನ ನೀರು ಪಡೆಯಲು ಎಲ್ಲ ಕಾನೂನು ಹೋರಾಟಕ್ಕೂ ಸರ್ಕಾರ ಸಿದ್ಧ ಎಂದು ಹೇಳಿದರು. ಈ ವಿಷಯದಲ್ಲಿ ರಾಜಕಾರಣ ಸಲ್ಲದು ಎಂದು ಕಿವಿಮಾತು ಹೇಳಿದರು. [440, 833, 632, 886]
horoscope-header [8, 508, 188, 528]
karjola-photo [793, 1174, 937, 1256]
zodiac-text: ಹೊಸ ಒಪ್ಪಂದಕ್ಕೆ ಸಹಿ ಬೀಳಲಿದೆ. ಪ್ರಯಾಣ ಫಲಪ್ರದ. ಕುಟುಂಬದಲ್ಲಿ ಶುಭ ಸಮಾರಂಭ. ವಿವಾದದಿಂದ ದೂರವಿರಿ. [102, 898, 184, 938]
dks-body2 [440, 833, 632, 919]
timmapur-dateline: ಬೆಂಗಳೂರು: [22, 90, 57, 101]
kicker-part1: ಸತ್ಯಾತ್ಮತೀರ್ಥರ ಸಾನ್ನಿಧ್ಯದಲ್ಲಿ ಮಧ್ವ ನವಮಿ ಆಚರಣೆ [8, 1150, 226, 1165]
kali-dateline: ಕಾರವಾರ: [208, 1073, 235, 1083]
gig-dateline: ಬೆಂಗಳೂರು: [663, 397, 697, 407]
joshi-col2 [325, 410, 475, 682]
timmapur-headline: ಸಚಿವ ತಿಮ್ಮಾಪುರ ರಾಜೀನಾಮೆಗೆ ಪಟ್ಟು [8, 64, 236, 85]
dks-body3: ಬೆಂಗಳೂರಿನ ಕುಡಿಯುವ ನೀರಿನ ಬೇಡಿಕೆ ಪೂರೈಸಲು ಹೊಸ ಮೂಲಗಳ ಶೋಧ ಅನಿವಾರ್ಯ. ಈ ನಿಟ್ಟಿನಲ್ಲಿ ತಜ್ಞರ ವರದಿ ಪಡೆಯಲಾಗುವುದು ಎಂದರು. [440, 923, 554, 965]
zodiac-text: ಕೆಲಸದ ಒತ್ತಡ ಹೆಚ್ಚಲಿದೆ. ಆದಾಯ ಮೂಲ ವೃದ್ಧಿ. ಮಿತ್ರರ ಭೇಟಿ ಸಂತಸ ತರಲಿದೆ. ಆರೋಗ್ಯದ ಬಗ್ಗೆ ನಿರ್ಲಕ್ಷ್ಯ ಬೇಡ. [102, 810, 184, 850]
header-rule [8, 58, 937, 60]
lava-headline: ಲವ ದೇಗುಲ ಪ್ರವೇಶಮುಕ್ತ [649, 607, 791, 626]
zodiac-icon [12, 709, 23, 720]
karjola-col1 [649, 1174, 785, 1384]
sun-icon [8, 509, 22, 523]
article-aghanashini [649, 700, 937, 1140]
joshi-col2-text: ನಗರದಲ್ಲಿ ಸುದ್ದಿಗಾರರೊಂದಿಗೆ ಮಾತನಾಡಿದ ಅವರು, ದೇಶಕ್ಕಾಗಿ ದುಡಿದ ಸಾವಿರಾರು ಮಹನೀಯರ ಸ್ಮರಣೆ ನಿಜವಾದ ರಾಷ್ಟ್ರಭಕ್ತಿ. ಆದರೆ ಕಾಂಗ್ರೆಸ್ ಮಾತ್ರ ಒಂದೇ ಕುಟುಂಬದ ಗುಣಗಾನದಲ್ಲಿ ಮುಳುಗಿದೆ ಎಂದು ವ್ಯಂಗ್ಯವಾಡಿದರು. 2040ರ ವೇಳೆಗೆ ಭಾರತ ಅಭಿವೃದ್ಧಿ ಹೊಂದಿದ ರಾಷ್ಟ್ರವಾಗಲು ಎಲ್ಲರ ಶ್ರಮ ಅಗತ್ಯ ಎಂದರು. [325, 530, 475, 599]
